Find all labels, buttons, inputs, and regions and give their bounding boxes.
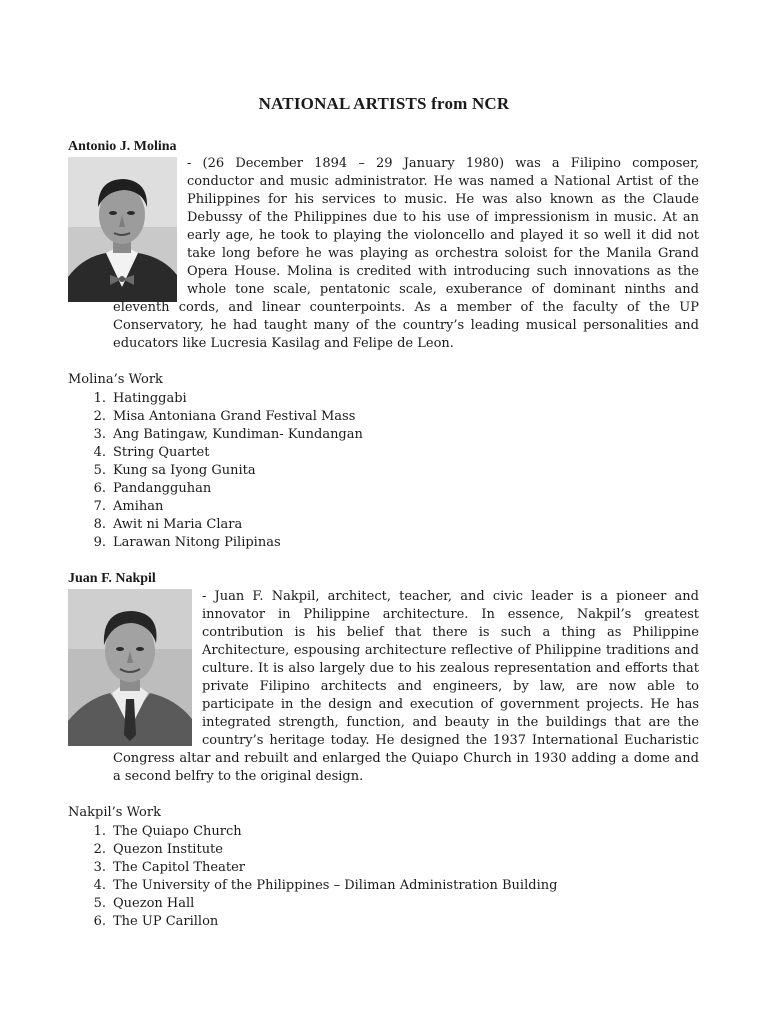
list-item	[88, 480, 363, 498]
bio-line: Debussy of the Philippines due to his use of impressionism in music. At an	[187, 210, 699, 225]
work-title: Misa Antoniana Grand Festival Mass	[113, 409, 356, 424]
bio-line: Opera House. Molina is credited with introducing such innovations as the	[187, 264, 699, 279]
list-item	[88, 823, 557, 841]
bio-line: participate in the design and execution of government projects. He has	[202, 697, 699, 712]
list-number: 1.	[93, 824, 106, 839]
list-item	[88, 841, 557, 859]
bio-line: integrated strength, function, and beauty in the buildings that are the	[202, 715, 699, 730]
list-item	[88, 534, 363, 552]
list-number: 3.	[93, 427, 106, 442]
work-title: Quezon Hall	[113, 896, 195, 911]
list-number: 7.	[93, 499, 106, 514]
molina-portrait-image	[68, 157, 177, 302]
work-title: The Quiapo Church	[113, 824, 242, 839]
list-number: 9.	[93, 535, 106, 550]
list-number: 5.	[93, 896, 106, 911]
list-item	[88, 462, 363, 480]
bio-line: culture. It is also largely due to his zealous representation and efforts that	[202, 661, 699, 676]
bio-line: - (26 December 1894 – 29 January 1980) was a Filipino composer,	[187, 156, 699, 171]
list-item	[88, 426, 363, 444]
works-list-molina	[88, 390, 363, 552]
page-title: NATIONAL ARTISTS from NCR	[258, 94, 510, 113]
work-title: Pandangguhan	[113, 481, 212, 496]
bio-line: conductor and music administrator. He was named a National Artist of the	[187, 174, 699, 189]
molina-photo	[68, 157, 177, 302]
list-number: 3.	[93, 860, 106, 875]
work-title: Hatinggabi	[113, 391, 187, 406]
nakpil-photo	[68, 589, 192, 746]
work-title: Amihan	[113, 499, 164, 514]
list-item	[88, 498, 363, 516]
bio-line: private Filipino architects and engineers, by law, are now able to	[202, 679, 699, 694]
works-heading-nakpil: Nakpil’s Work	[68, 805, 161, 820]
work-title: The University of the Philippines – Diliman Administration Building	[113, 878, 558, 893]
bio-line: Architecture, espousing architecture reflective of Philippine traditions and	[202, 643, 699, 658]
list-number: 5.	[93, 463, 106, 478]
work-title: Larawan Nitong Pilipinas	[113, 535, 281, 550]
list-item	[88, 859, 557, 877]
work-title: Quezon Institute	[113, 842, 223, 857]
list-number: 2.	[93, 409, 106, 424]
bio-line: contribution is his belief that there is such a thing as Philippine	[202, 625, 699, 640]
bio-line: innovator in Philippine architecture. In essence, Nakpil’s greatest	[202, 607, 699, 622]
list-item	[88, 877, 557, 895]
list-item	[88, 516, 363, 534]
list-number: 2.	[93, 842, 106, 857]
list-item	[88, 390, 363, 408]
list-item	[88, 913, 557, 931]
works-heading-molina: Molina’s Work	[68, 372, 163, 387]
bio-line: country’s heritage today. He designed the 1937 International Eucharistic	[202, 733, 699, 748]
list-number: 6.	[93, 481, 106, 496]
list-item	[88, 408, 363, 426]
work-title: Awit ni Maria Clara	[113, 517, 243, 532]
list-number: 8.	[93, 517, 106, 532]
artist-name-molina: Antonio J. Molina	[68, 139, 177, 154]
works-list-nakpil	[88, 823, 557, 931]
bio-line: take long before he was playing as orchestra soloist for the Manila Grand	[187, 246, 699, 261]
list-number: 4.	[93, 878, 106, 893]
bio-line: a second belfry to the original design.	[113, 769, 364, 784]
bio-line: whole tone scale, pentatonic scale, exuberance of dominant ninths and	[187, 282, 699, 297]
list-number: 6.	[93, 914, 106, 929]
work-title: Kung sa Iyong Gunita	[113, 463, 256, 478]
list-number: 4.	[93, 445, 106, 460]
bio-line: Congress altar and rebuilt and enlarged the Quiapo Church in 1930 adding a dome and	[113, 751, 699, 766]
list-item	[88, 895, 557, 913]
work-title: Ang Batingaw, Kundiman- Kundangan	[113, 427, 363, 442]
bio-line: - Juan F. Nakpil, architect, teacher, and civic leader is a pioneer and	[202, 589, 699, 604]
nakpil-portrait-image	[68, 589, 192, 746]
artist-name-nakpil: Juan F. Nakpil	[68, 571, 156, 586]
bio-line: Philippines for his services to music. He was also known as the Claude	[187, 192, 699, 207]
list-number: 1.	[93, 391, 106, 406]
work-title: The Capitol Theater	[113, 860, 246, 875]
bio-line: Conservatory, he had taught many of the country’s leading musical personalities and	[113, 318, 699, 333]
list-item	[88, 444, 363, 462]
bio-line: early age, he took to playing the violoncello and played it so well it did not	[187, 228, 699, 243]
work-title: String Quartet	[113, 445, 210, 460]
work-title: The UP Carillon	[113, 914, 219, 929]
bio-line: educators like Lucresia Kasilag and Felipe de Leon.	[113, 336, 454, 351]
bio-line: eleventh cords, and linear counterpoints. As a member of the faculty of the UP	[113, 300, 699, 315]
